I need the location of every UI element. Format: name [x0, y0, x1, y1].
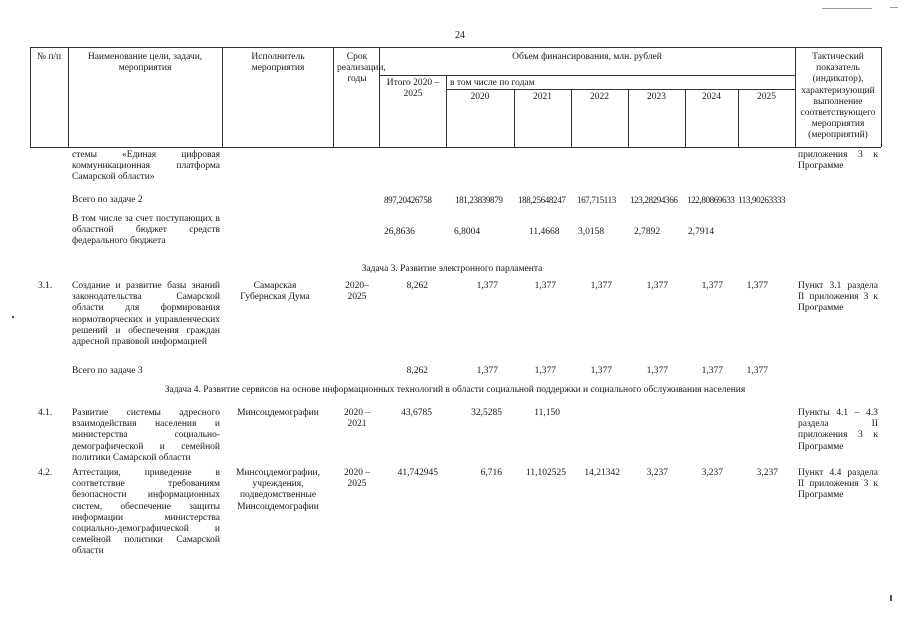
table-cell: 3,0158: [578, 227, 605, 237]
header-indicator: Тактический показатель (индикатор), характеризующий выполнение соответствующего мероприятия (мероприятий): [800, 52, 876, 141]
header-total: Итого 2020 – 2025: [386, 78, 440, 100]
table-cell: 2,7892: [634, 227, 661, 237]
header-year: 2021: [533, 92, 552, 102]
task3-heading: Задача 3. Развитие электронного парламента: [361, 264, 543, 274]
header-year: 2023: [647, 92, 666, 102]
table-cell: 1,377: [590, 366, 612, 376]
table-cell: 6,716: [480, 468, 502, 478]
row31-name: Создание и развитие базы знаний законодательства Самарской области для формирования нормотворческих и управленческих решений и обеспечения граждан адресной правовой информацией: [72, 281, 220, 348]
table-cell: 11,4668: [529, 227, 560, 237]
header-year: 2020: [470, 92, 490, 102]
header-term: Срок реализации, годы: [337, 52, 386, 85]
table-cell: 3,237: [756, 468, 778, 478]
header-year: 2022: [590, 92, 609, 102]
header-year: 2024: [702, 92, 721, 102]
row31-executor: Самарская Губернская Дума: [240, 281, 310, 303]
row42-num: 4.2.: [38, 468, 53, 478]
table-cell: 1,377: [590, 281, 612, 291]
header-executor: Исполнитель мероприятия: [251, 52, 305, 74]
total-task2-label: Всего по задаче 2: [72, 195, 143, 205]
page-number: 24: [455, 30, 465, 41]
incl-federal-label: В том числе за счет поступающих в областной бюджет средств федерального бюджета: [72, 214, 220, 247]
table-cell: 1,377: [476, 366, 498, 376]
row41-num: 4.1.: [38, 408, 53, 418]
row31-indicator: Пункт 3.1 раздела II приложения 3 к Программе: [798, 281, 878, 314]
table-cell: 897,20426758: [384, 195, 432, 205]
table-cell: 1,377: [534, 281, 556, 291]
table-cell: 188,25648247: [518, 195, 566, 205]
task4-heading: Задача 4. Развитие сервисов на основе информационных технологий в области социальной поддержки и социального обслуживания населения: [164, 385, 746, 395]
table-cell: 26,8636: [384, 227, 415, 237]
row41-indicator: Пункты 4.1 – 4.3 раздела II приложения 3 к Программе: [798, 408, 878, 452]
table-cell: 8,262: [406, 281, 428, 291]
table-cell: 14,21342: [584, 468, 620, 478]
table-cell: 32,5285: [471, 408, 502, 418]
header-num: № п/п: [36, 52, 62, 62]
table-cell: 8,262: [406, 366, 428, 376]
scan-mark: [890, 595, 892, 601]
table-cell: 41,742945: [397, 468, 438, 478]
table-cell: 11,150: [534, 408, 560, 418]
scan-mark: [822, 8, 872, 9]
table-cell: 113,90263333: [738, 195, 786, 205]
table-cell: 122,80869633: [687, 195, 735, 205]
header-name: Наименование цели, задачи, мероприятия: [87, 52, 203, 74]
table-cell: 11,102525: [525, 468, 566, 478]
table-cell: 1,377: [701, 366, 723, 376]
table-cell: 1,377: [646, 366, 668, 376]
row31-term: 2020–2025: [345, 281, 369, 303]
carry-indicator: приложения 3 к Программе: [798, 150, 878, 172]
table-cell: 1,377: [646, 281, 668, 291]
row42-executor: Минсоцдемографии, учреждения, подведомственные Минсоцдемографии: [235, 468, 321, 512]
table-cell: 123,28294366: [630, 195, 678, 205]
table-cell: 3,237: [646, 468, 668, 478]
row41-term: 2020 – 2021: [343, 408, 371, 430]
table-cell: 167,715113: [577, 195, 616, 205]
row42-indicator: Пункт 4.4 раздела II приложения 3 к Программе: [798, 468, 878, 501]
table-cell: 6,8004: [454, 227, 481, 237]
row41-name: Развитие системы адресного взаимодействия населения и министерства социально-демографической и семейной политики Самарской области: [72, 408, 220, 463]
table-cell: 1,377: [746, 281, 768, 291]
header-by-years: в том числе по годам: [450, 78, 535, 88]
row31-num: 3.1.: [38, 281, 53, 291]
table-cell: 3,237: [701, 468, 723, 478]
header-funding: Объем финансирования, млн. рублей: [512, 52, 662, 62]
table-cell: 1,377: [476, 281, 498, 291]
carry-name: стемы «Единая цифровая коммуникационная платформа Самарской области»: [72, 150, 220, 183]
scan-mark: [890, 7, 898, 8]
header-year: 2025: [757, 92, 776, 102]
table-cell: 2,7914: [688, 227, 715, 237]
row42-term: 2020 – 2025: [343, 468, 371, 490]
row42-name: Аттестация, приведение в соответствие требованиям безопасности информационных систем, обеспечение защиты информации министерства социально-демографической и семейной политики Самарской области: [72, 468, 220, 557]
table-cell: 1,377: [534, 366, 556, 376]
total-task3-label: Всего по задаче 3: [72, 366, 143, 376]
table-cell: 43,6785: [401, 408, 432, 418]
table-cell: 1,377: [746, 366, 768, 376]
table-cell: 181,23839879: [455, 195, 503, 205]
row41-executor: Минсоцдемографии: [237, 408, 319, 418]
table-cell: 1,377: [701, 281, 723, 291]
scan-mark: [12, 316, 14, 318]
